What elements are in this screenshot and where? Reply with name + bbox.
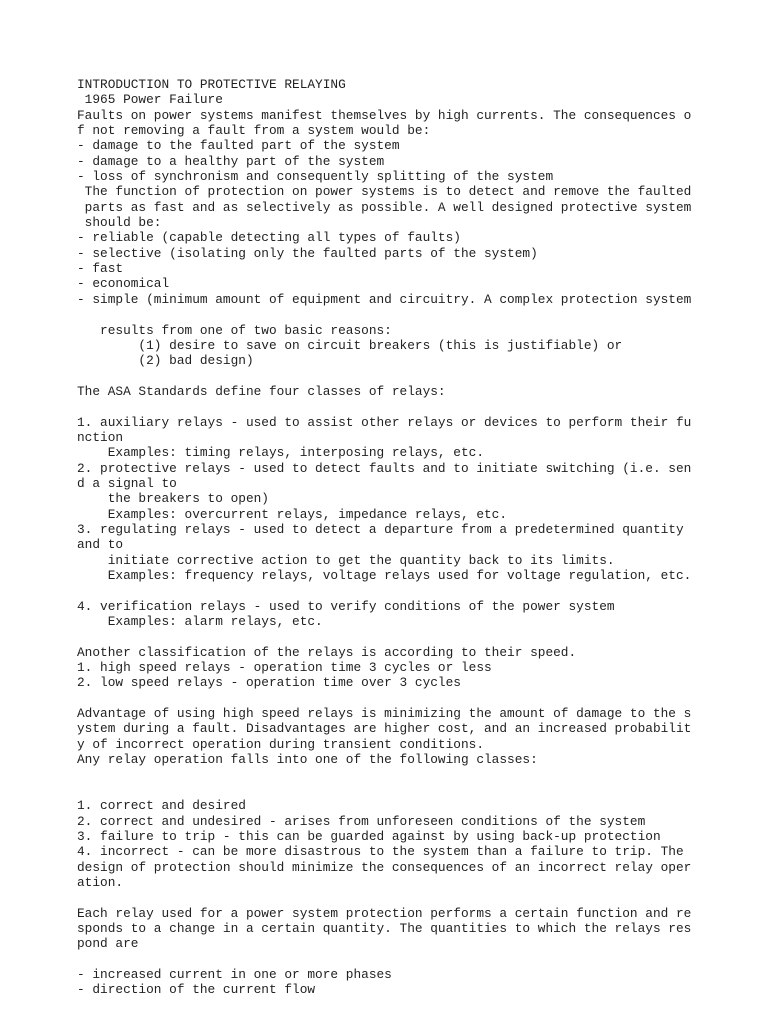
blank-line — [77, 629, 757, 644]
blank-line — [77, 369, 757, 384]
text-line: Another classification of the relays is according to their speed. — [77, 644, 577, 660]
text-line: Any relay operation falls into one of the following classes: — [77, 752, 538, 768]
text-line: Each relay used for a power system protection performs a certain function and re — [77, 905, 692, 921]
text-line: - damage to a healthy part of the system — [77, 153, 385, 169]
text-line: should be: — [77, 215, 162, 231]
text-line: 1965 Power Failure — [77, 92, 223, 108]
blank-line — [77, 952, 757, 967]
text-line: INTRODUCTION TO PROTECTIVE RELAYING — [77, 77, 346, 92]
blank-line — [77, 399, 757, 414]
text-line: nction — [77, 429, 124, 445]
text-line: sponds to a change in a certain quantity. The quantities to which the relays res — [77, 920, 692, 936]
text-line: 2. correct and undesired - arises from unforeseen conditions of the system — [77, 813, 646, 829]
text-line: results from one of two basic reasons: — [77, 322, 392, 338]
text-line: - economical — [77, 276, 170, 292]
text-line: The ASA Standards define four classes of relays: — [77, 383, 446, 399]
text-line: - increased current in one or more phases — [77, 966, 392, 982]
text-line: - selective (isolating only the faulted parts of the system) — [77, 245, 538, 261]
text-line: 1. auxiliary relays - used to assist other relays or devices to perform their fu — [77, 414, 692, 430]
text-line: - reliable (capable detecting all types of faults) — [77, 230, 461, 246]
text-line: d a signal to — [77, 475, 177, 491]
text-line: 2. low speed relays - operation time over 3 cycles — [77, 675, 461, 691]
text-line: pond are — [77, 936, 139, 952]
text-line: (1) desire to save on circuit breakers (this is justifiable) or — [77, 337, 623, 353]
text-line: (2) bad design) — [77, 353, 254, 369]
text-line: Examples: timing relays, interposing relays, etc. — [77, 445, 485, 461]
text-line: 1. high speed relays - operation time 3 cycles or less — [77, 660, 492, 676]
blank-line — [77, 691, 757, 706]
text-line: Examples: alarm relays, etc. — [77, 614, 323, 630]
text-line: The function of protection on power systems is to detect and remove the faulted — [77, 184, 692, 200]
text-line: Advantage of using high speed relays is minimizing the amount of damage to the s — [77, 706, 692, 722]
blank-line — [77, 307, 757, 322]
document-text — [77, 77, 757, 998]
text-line: ation. — [77, 874, 124, 890]
text-line: 4. verification relays - used to verify conditions of the power system — [77, 598, 615, 614]
text-line: - direction of the current flow — [77, 982, 316, 998]
text-line: y of incorrect operation during transient conditions. — [77, 736, 485, 752]
text-line: 4. incorrect - can be more disastrous to the system than a failure to trip. The — [77, 844, 684, 860]
text-line: Examples: frequency relays, voltage relays used for voltage regulation, etc. — [77, 568, 692, 583]
text-line: ystem during a fault. Disadvantages are higher cost, and an increased probabilit — [77, 721, 692, 737]
text-line: the breakers to open) — [77, 491, 269, 507]
text-line: - damage to the faulted part of the system — [77, 138, 400, 154]
blank-line — [77, 890, 757, 905]
text-line: initiate corrective action to get the quantity back to its limits. — [77, 552, 615, 568]
text-line: - simple (minimum amount of equipment and circuitry. A complex protection system — [77, 291, 692, 307]
text-line: 2. protective relays - used to detect faults and to initiate switching (i.e. sen — [77, 460, 692, 476]
text-line: 1. correct and desired — [77, 798, 246, 814]
blank-line — [77, 583, 757, 598]
text-line: and to — [77, 537, 124, 553]
text-line: parts as fast and as selectively as possible. A well designed protective system — [77, 199, 692, 215]
text-line: 3. regulating relays - used to detect a departure from a predetermined quantity — [77, 521, 684, 537]
blank-line — [77, 783, 757, 798]
text-line: f not removing a fault from a system would be: — [77, 123, 431, 139]
text-line: Faults on power systems manifest themselves by high currents. The consequences o — [77, 107, 692, 123]
blank-line — [77, 767, 757, 782]
text-line: - loss of synchronism and consequently splitting of the system — [77, 169, 554, 185]
text-line: design of protection should minimize the consequences of an incorrect relay oper — [77, 859, 692, 875]
text-line: - fast — [77, 261, 124, 277]
text-line: Examples: overcurrent relays, impedance relays, etc. — [77, 506, 508, 522]
text-line: 3. failure to trip - this can be guarded against by using back-up protection — [77, 828, 661, 844]
